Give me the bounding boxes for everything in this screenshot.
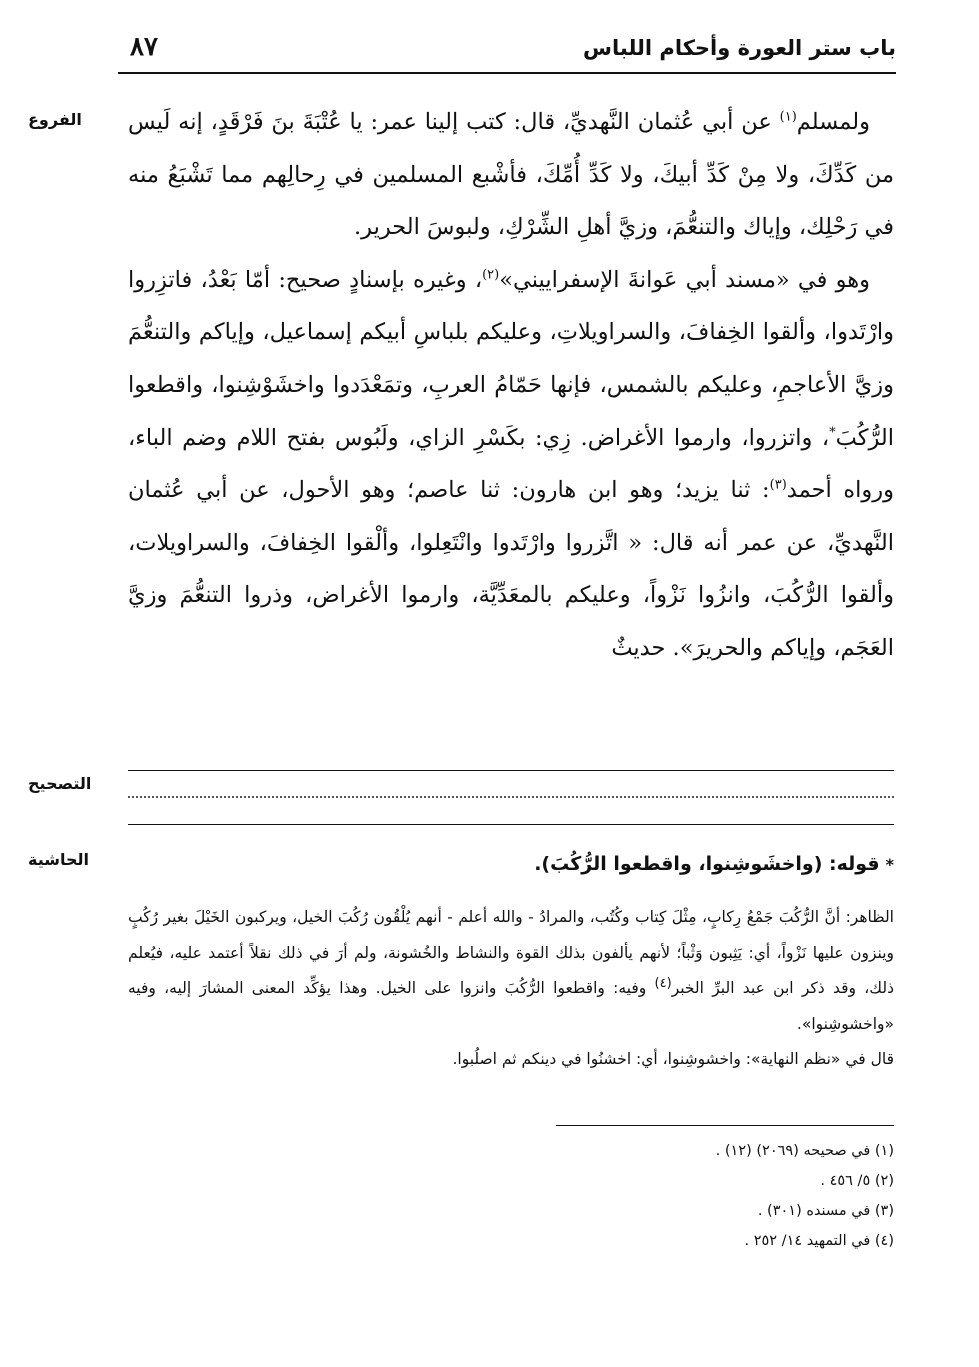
main-text <box>128 96 894 675</box>
footnote-ref-3: (٣) <box>769 477 787 493</box>
margin-label-tashih: التصحيح <box>28 774 92 793</box>
hashiya-title-text: قوله: (واخشَوشِنوا، واقطعوا الرُّكُبَ). <box>534 853 880 875</box>
header-rule <box>118 72 896 74</box>
page-header <box>118 32 896 72</box>
hashiya-ref-star: * <box>829 425 836 441</box>
hashiya-title <box>128 853 894 875</box>
main-text-rule <box>128 770 894 771</box>
footnote-ref-2: (٢) <box>482 267 500 283</box>
hashiya-p1-a: الظاهر: أنَّ الرُّكُبَ جَمْعُ رِكابٍ، مِثْلَ كِتاب وكُتُب، والمرادُ - والله أعلم - أنهم يُلْقُون رُكُبَ الخيل، ويركبون الخَيْلَ بغير رُكُبٍ وينزون عليها نَزْواً، أي: يَثِبون وَثْباً؛ لأنهم يألفون بذلك القوة والنشاط والخُشونة، ولم أرَ في ذلك نقلاً أعتمد عليه، فيُعلم ذلك، وقد ذكر ابن عبد البرِّ الخبر <box>128 908 894 997</box>
hashiya-paragraph-1 <box>128 900 894 1042</box>
main-p2-body-a: ، وغيره بإسنادٍ صحيح: أمّا بَعْدُ، فاتزِروا وارْتَدوا، وألقوا الخِفافَ، والسراويلاتِ، وعليكم بلباسِ أبيكم إسماعيل، وإياكم والتنعُّمَ وزيَّ الأعاجمِ، وعليكم بالشمس، فإنها حَمّامُ العربِ، وتمَعْدَدوا واخشَوْشِنوا، واقطعوا الرُّكُبَ <box>128 266 894 451</box>
main-p2-body-c: : ثنا يزيد؛ وهو ابن هارون: ثنا عاصم؛ وهو الأحول، عن أبي عُثمان النَّهديِّ، عن عمر أنه قال: « اتَّزروا وارْتَدوا وانْتَعِلوا، وألْقوا الخِفافَ، والسراويلات، وألقوا الرُّكُبَ، وانزُوا نَزْواً، وعليكم بالمعَدِّيَّة، وارموا الأغراض، وذروا التنعُّمَ وزيَّ العَجَم، وإياكم والحريرَ». حديثٌ <box>128 477 894 661</box>
hashiya-body <box>128 900 894 1078</box>
footnote-ref-4: (٤) <box>654 975 672 991</box>
footnote-2: (٢) ٥/ ٤٥٦ . <box>820 1173 894 1189</box>
footnote-separator <box>556 1125 894 1126</box>
hashiya-p1-b: وفيه: واقطعوا الرُّكُبَ وانزوا على الخيل. وهذا يؤكِّد المعنى المشارَ إليه، وفيه «واخشوشِنوا». <box>128 979 894 1033</box>
tashih-rule <box>128 824 894 825</box>
footnote-ref-1: (١) <box>779 109 797 125</box>
margin-label-furu: الفروع <box>28 110 82 129</box>
tashih-dotted-line <box>128 796 894 798</box>
main-p1-body: عن أبي عُثمان النَّهديِّ، قال: كتب إلينا عمر: يا عُتْبَةَ بنَ فَرْقَدٍ، إنه لَيس من كَدِّكَ، ولا مِنْ كَدِّ أبيكَ، ولا كَدِّ أُمِّكَ، فأشْبع المسلمين في رِحالِهم مما تَشْبَعُ منه في رَحْلِك، وإياك والتنعُّمَ، وزيَّ أهلِ الشِّرْكِ، ولبوسَ الحرير. <box>128 109 894 241</box>
footnotes <box>128 1136 894 1256</box>
main-paragraph-1 <box>128 96 894 254</box>
page-number: ٨٧ <box>130 32 158 62</box>
footnote-4: (٤) في التمهيد ١٤/ ٢٥٢ . <box>744 1233 894 1249</box>
main-p1-lead: ولمسلم <box>796 109 870 135</box>
running-title: باب ستر العورة وأحكام اللباس <box>583 36 896 60</box>
margin-label-hashiya: الحاشية <box>28 850 89 869</box>
main-p2-body-b: ، واتزروا، وارموا الأغراض. زِي: بكَسْرِ الزاي، ولَبُوس بفتح اللام وضم الباء، ورواه أحمد <box>128 424 894 504</box>
footnote-3: (٣) في مسنده (٣٠١) . <box>757 1203 894 1219</box>
hashiya-paragraph-2: قال في «نظم النهاية»: واخشوشِنوا، أي: اخشنُوا في دينكم ثم اصلُبوا. <box>452 1050 894 1068</box>
footnote-1: (١) في صحيحه (٢٠٦٩) (١٢) . <box>715 1143 894 1159</box>
main-p2-lead: وهو في «مسند أبي عَوانةَ الإسفراييني» <box>499 266 870 293</box>
star-marker: * <box>885 855 894 874</box>
main-paragraph-2 <box>128 254 894 675</box>
